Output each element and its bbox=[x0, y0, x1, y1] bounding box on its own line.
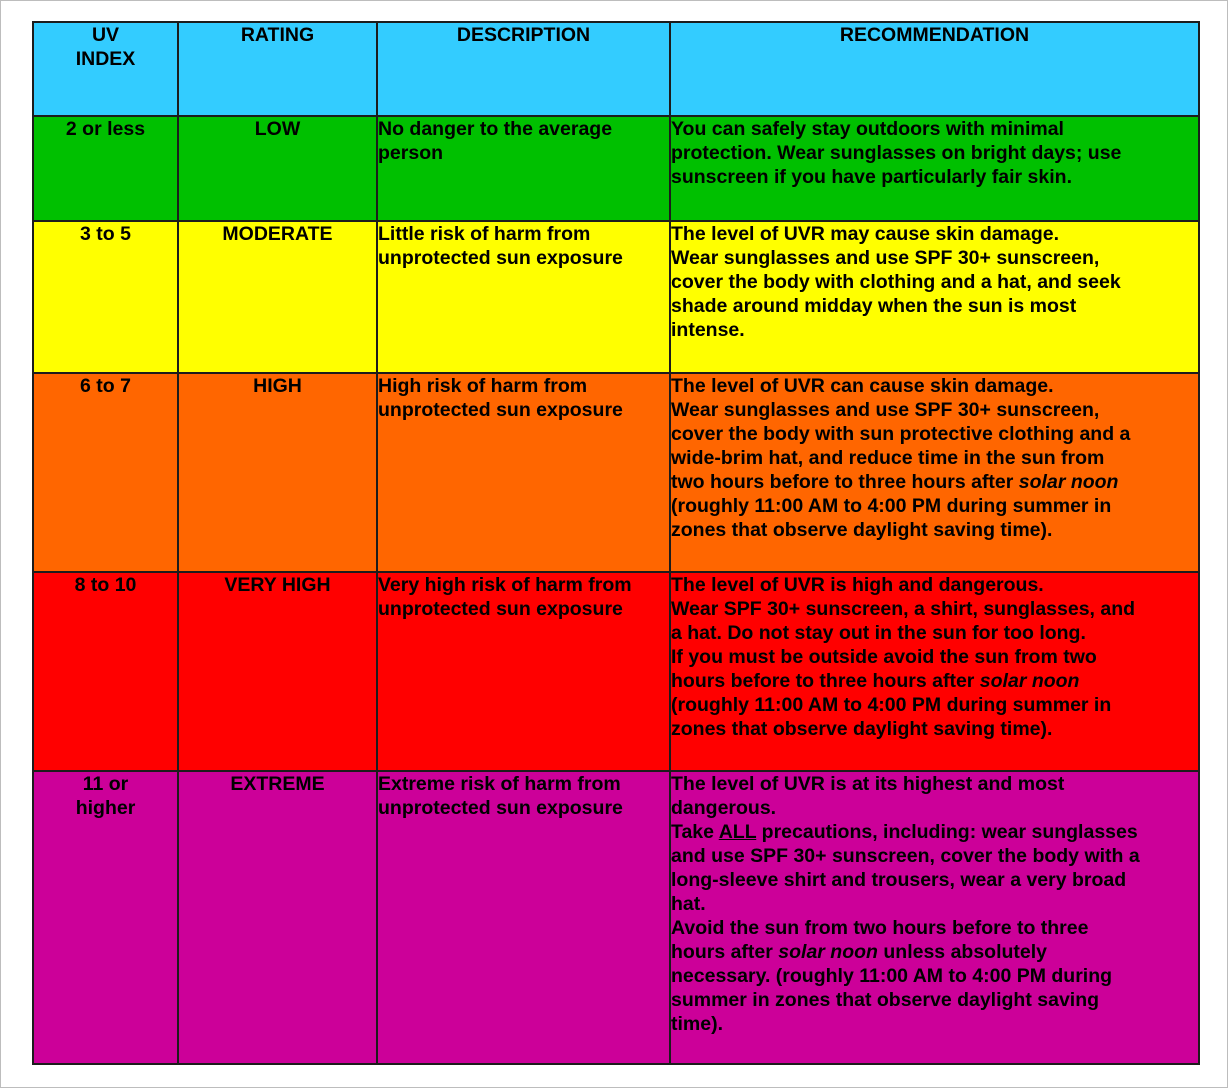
recommendation-line: necessary. (roughly 11:00 AM to 4:00 PM during bbox=[671, 965, 1113, 987]
description-cell: No danger to the average person bbox=[377, 116, 670, 221]
recommendation-line: protection. Wear sunglasses on bright days; use bbox=[671, 142, 1122, 164]
italic-term: solar noon bbox=[979, 670, 1080, 692]
underlined-term: ALL bbox=[718, 821, 757, 843]
recommendation-line: Avoid the sun from two hours before to three bbox=[671, 917, 1089, 939]
header-description: DESCRIPTION bbox=[377, 22, 670, 116]
recommendation-cell bbox=[670, 771, 1199, 1064]
header-rating: RATING bbox=[178, 22, 377, 116]
recommendation-line: hours before to three hours after solar noon bbox=[671, 670, 1080, 692]
rating-cell: MODERATE bbox=[178, 221, 377, 373]
recommendation-cell bbox=[670, 116, 1199, 221]
table-row bbox=[33, 221, 1199, 373]
recommendation-line: summer in zones that observe daylight saving bbox=[671, 989, 1100, 1011]
header-row bbox=[33, 22, 1199, 116]
table-row bbox=[33, 771, 1199, 1064]
italic-term: solar noon bbox=[1018, 471, 1119, 493]
header-recommendation: RECOMMENDATION bbox=[670, 22, 1199, 116]
rating-cell: EXTREME bbox=[178, 771, 377, 1064]
recommendation-line: Take ALL precautions, including: wear sunglasses bbox=[671, 821, 1138, 843]
recommendation-cell bbox=[670, 373, 1199, 572]
rating-cell: LOW bbox=[178, 116, 377, 221]
recommendation-line: wide-brim hat, and reduce time in the sun from bbox=[671, 447, 1105, 469]
table-row bbox=[33, 572, 1199, 771]
recommendation-line: The level of UVR is at its highest and most bbox=[671, 773, 1065, 795]
header-uv-index: UV INDEX bbox=[33, 22, 178, 116]
recommendation-line: a hat. Do not stay out in the sun for too long. bbox=[671, 622, 1086, 644]
recommendation-line: zones that observe daylight saving time). bbox=[671, 718, 1053, 740]
recommendation-cell bbox=[670, 221, 1199, 373]
description-cell: High risk of harm from unprotected sun exposure bbox=[377, 373, 670, 572]
recommendation-line: and use SPF 30+ sunscreen, cover the body with a bbox=[671, 845, 1140, 867]
recommendation-line: hours after solar noon unless absolutely bbox=[671, 941, 1048, 963]
uv-index-cell: 8 to 10 bbox=[33, 572, 178, 771]
recommendation-line: If you must be outside avoid the sun from two bbox=[671, 646, 1097, 668]
recommendation-line: (roughly 11:00 AM to 4:00 PM during summer in bbox=[671, 694, 1112, 716]
recommendation-line: two hours before to three hours after solar noon bbox=[671, 471, 1119, 493]
recommendation-line: cover the body with sun protective clothing and a bbox=[671, 423, 1131, 445]
recommendation-line: You can safely stay outdoors with minimal bbox=[671, 118, 1064, 140]
uv-index-table bbox=[32, 21, 1200, 1065]
recommendation-line: sunscreen if you have particularly fair skin. bbox=[671, 166, 1072, 188]
recommendation-line: Wear sunglasses and use SPF 30+ sunscreen, bbox=[671, 399, 1100, 421]
recommendation-line: long-sleeve shirt and trousers, wear a very broad bbox=[671, 869, 1127, 891]
table-row bbox=[33, 373, 1199, 572]
italic-term: solar noon bbox=[778, 941, 878, 963]
uv-index-cell: 11 or higher bbox=[33, 771, 178, 1064]
description-cell: Extreme risk of harm from unprotected sun exposure bbox=[377, 771, 670, 1064]
table-row bbox=[33, 116, 1199, 221]
uv-index-cell: 6 to 7 bbox=[33, 373, 178, 572]
rating-cell: HIGH bbox=[178, 373, 377, 572]
recommendation-line: The level of UVR can cause skin damage. bbox=[671, 375, 1054, 397]
rating-cell: VERY HIGH bbox=[178, 572, 377, 771]
recommendation-line: time). bbox=[671, 1013, 724, 1035]
uv-index-cell: 3 to 5 bbox=[33, 221, 178, 373]
recommendation-cell bbox=[670, 572, 1199, 771]
recommendation-line: Wear SPF 30+ sunscreen, a shirt, sunglasses, and bbox=[671, 598, 1136, 620]
recommendation-line: The level of UVR is high and dangerous. bbox=[671, 574, 1044, 596]
description-cell: Little risk of harm from unprotected sun exposure bbox=[377, 221, 670, 373]
recommendation-line: (roughly 11:00 AM to 4:00 PM during summer in bbox=[671, 495, 1112, 517]
description-cell: Very high risk of harm from unprotected sun exposure bbox=[377, 572, 670, 771]
recommendation-line: shade around midday when the sun is most bbox=[671, 295, 1077, 317]
recommendation-line: The level of UVR may cause skin damage. bbox=[671, 223, 1059, 245]
recommendation-line: hat. bbox=[671, 893, 706, 915]
uv-index-cell: 2 or less bbox=[33, 116, 178, 221]
recommendation-line: zones that observe daylight saving time). bbox=[671, 519, 1053, 541]
recommendation-line: cover the body with clothing and a hat, and seek bbox=[671, 271, 1121, 293]
recommendation-line: Wear sunglasses and use SPF 30+ sunscreen, bbox=[671, 247, 1100, 269]
recommendation-line: intense. bbox=[671, 319, 745, 341]
recommendation-line: dangerous. bbox=[671, 797, 777, 819]
